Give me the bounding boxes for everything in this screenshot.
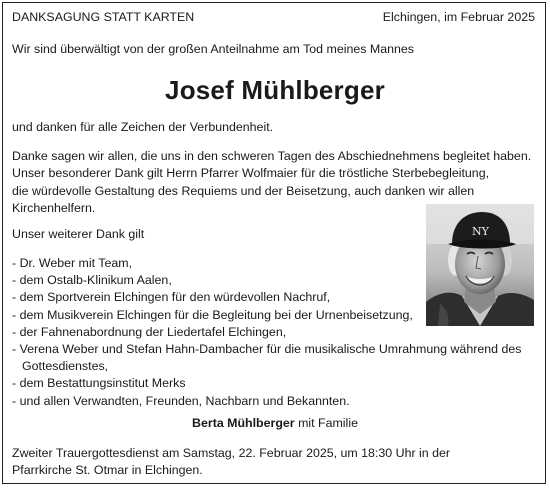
list-item: - dem Bestattungsinstitut Merks — [12, 376, 186, 391]
list-item: - Dr. Weber mit Team, — [12, 256, 133, 270]
portrait-photo — [426, 204, 534, 326]
service-line: Pfarrkirche St. Otmar in Elchingen. — [12, 463, 203, 478]
deceased-name: Josef Mühlberger — [165, 75, 385, 105]
list-item: - der Fahnenabordnung der Liedertafel Elchingen, — [12, 324, 287, 339]
intro-text: Wir sind überwältigt von der großen Anteilnahme am Tod meines Mannes — [12, 42, 414, 56]
signature-suffix: mit Familie — [294, 416, 358, 430]
service-info — [12, 445, 450, 480]
paragraph-line: Unser besonderer Dank gilt Herrn Pfarrer Wolfmaier für die tröstliche Sterbebegleitung, — [12, 166, 490, 181]
list-item: - dem Sportverein Elchingen für den würdevollen Nachruf, — [12, 290, 331, 305]
further-thanks-block — [12, 226, 144, 243]
paragraph-line: die würdevolle Gestaltung des Requiems und der Beisetzung, auch danken wir allen — [12, 183, 475, 198]
list-item: - dem Ostalb-Klinikum Aalen, — [12, 273, 172, 288]
place-date: Elchingen, im Februar 2025 — [382, 10, 535, 24]
list-item: - dem Musikverein Elchingen für die Begleitung bei der Urnenbeisetzung, — [12, 307, 413, 322]
signature — [0, 415, 550, 432]
further-thanks: Unser weiterer Dank gilt — [12, 227, 145, 241]
signature-name: Berta Mühlberger — [192, 416, 295, 430]
thanks-line: und danken für alle Zeichen der Verbundenheit. — [12, 120, 274, 134]
list-item: - Verena Weber und Stefan Hahn-Dambacher für die musikalische Umrahmung während des — [12, 342, 522, 357]
list-item: - und allen Verwandten, Freunden, Nachbarn und Bekannten. — [12, 393, 350, 408]
portrait-photo-icon — [426, 204, 534, 326]
cap-logo: NY — [472, 225, 489, 238]
list-item-continuation: Gottesdienstes, — [22, 359, 109, 374]
paragraph-line: Danke sagen wir allen, die uns in den schweren Tagen des Abschiednehmens begleitet haben. — [12, 149, 532, 163]
service-line: Zweiter Trauergottesdienst am Samstag, 22. Februar 2025, um 18:30 Uhr in der — [12, 446, 451, 460]
thanks-line-block — [12, 119, 273, 136]
paragraph-line: Kirchenhelfern. — [12, 201, 96, 216]
notice-heading: DANKSAGUNG STATT KARTEN — [12, 10, 195, 24]
